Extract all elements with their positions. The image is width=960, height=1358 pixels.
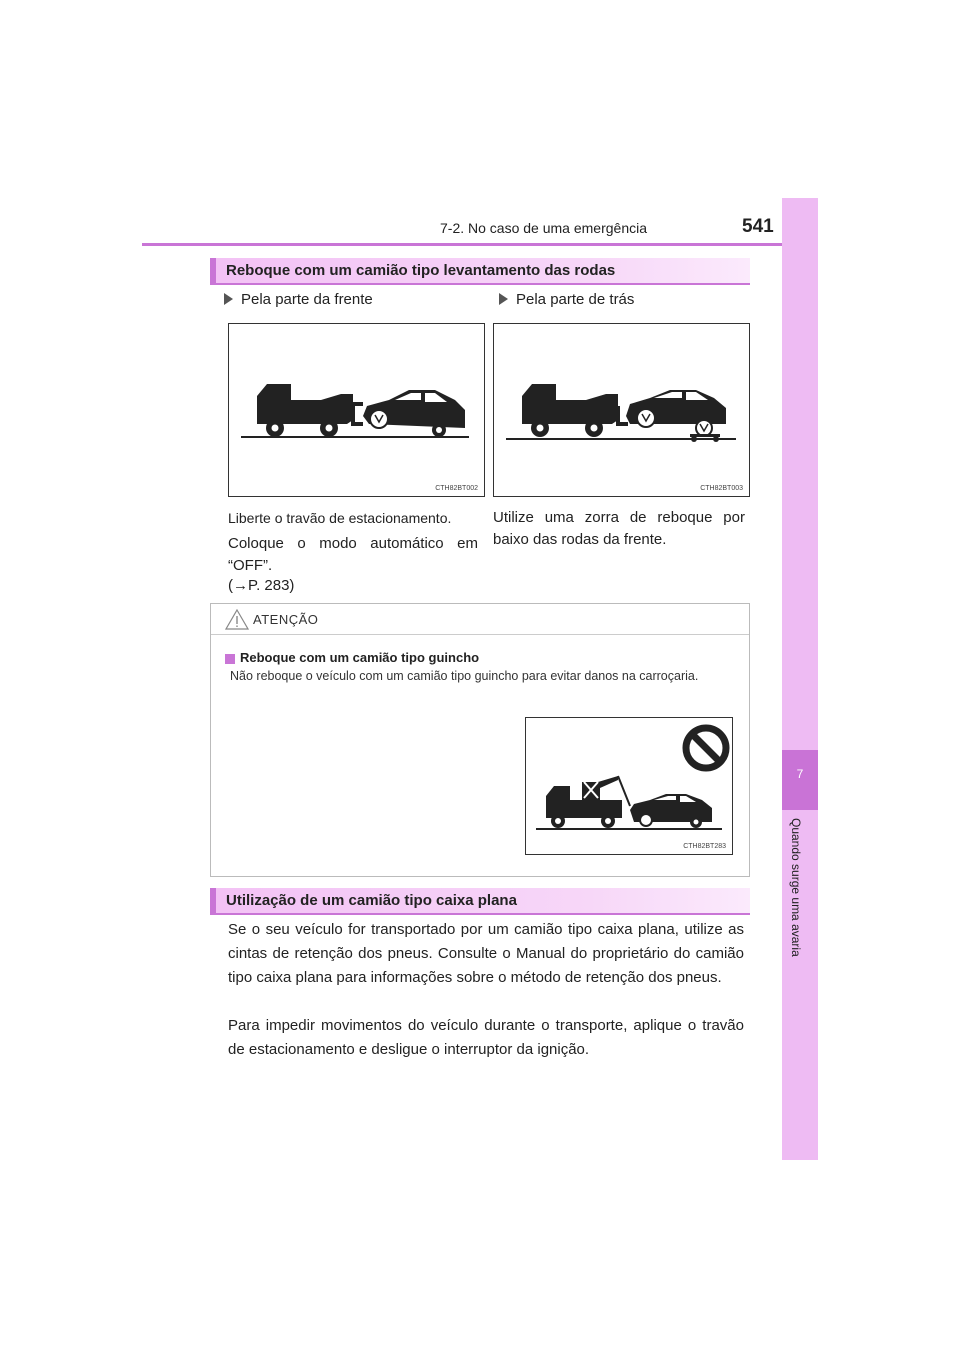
- chapter-side-tab: [782, 198, 818, 1160]
- figure-rear-tow: [493, 323, 750, 497]
- running-header-section: 7-2. No caso de uma emergência: [440, 220, 647, 236]
- section-heading-text: Utilização de um camião tipo caixa plana: [226, 892, 517, 909]
- caution-subheading: Reboque com um camião tipo guincho: [240, 650, 480, 665]
- arrow-right-icon: [499, 293, 508, 305]
- header-rule: [142, 243, 818, 246]
- figure-code: CTH82BT003: [700, 485, 743, 492]
- front-text-3: (→P. 283): [228, 577, 295, 594]
- flatbed-paragraph-1: Se o seu veículo for transportado por um camião tipo caixa plana, utilize as cintas de retenção dos pneus. Consulte o Manual do proprietário do camião tipo caixa plana para informações sobre o método de retenção dos pneus.: [228, 921, 744, 986]
- tow-truck-rear-illustration: [494, 324, 749, 496]
- warning-triangle-icon: [225, 609, 249, 630]
- arrow-right-icon: [224, 293, 233, 305]
- chapter-number: 7: [796, 767, 804, 781]
- section-heading-text: Reboque com um camião tipo levantamento das rodas: [226, 262, 616, 279]
- section-heading-flatbed: [210, 888, 750, 915]
- hook-truck-prohibited-illustration: [526, 718, 732, 854]
- page-number: 541: [742, 216, 774, 237]
- bullet-square-icon: [225, 654, 235, 664]
- figure-code: CTH82BT283: [683, 843, 726, 850]
- caution-title: ATENÇÃO: [253, 612, 319, 627]
- front-label-row: [224, 291, 373, 308]
- rear-label: Pela parte de trás: [516, 291, 635, 308]
- caution-box: [210, 603, 750, 877]
- figure-hook-truck-prohibited: [525, 717, 733, 855]
- front-text-2: Coloque o modo automático em “OFF”.: [228, 535, 478, 574]
- front-text-1: Liberte o travão de estacionamento.: [228, 510, 452, 526]
- flatbed-paragraph-2: Para impedir movimentos do veículo durante o transporte, aplique o travão de estacionamento e desligue o interruptor da ignição.: [228, 1017, 744, 1058]
- rear-text-1: Utilize uma zorra de reboque por baixo das rodas da frente.: [493, 509, 745, 548]
- caution-header: [211, 604, 749, 635]
- section-heading-wheel-lift: [210, 258, 750, 285]
- front-label: Pela parte da frente: [241, 291, 373, 308]
- chapter-label-container: [789, 818, 809, 998]
- figure-code: CTH82BT002: [435, 485, 478, 492]
- caution-body: Não reboque o veículo com um camião tipo guincho para evitar danos na carroçaria.: [230, 669, 699, 683]
- tow-truck-front-illustration: [229, 324, 484, 496]
- chapter-label: Quando surge uma avaria: [789, 818, 803, 957]
- rear-label-row: [499, 291, 634, 308]
- figure-front-tow: [228, 323, 485, 497]
